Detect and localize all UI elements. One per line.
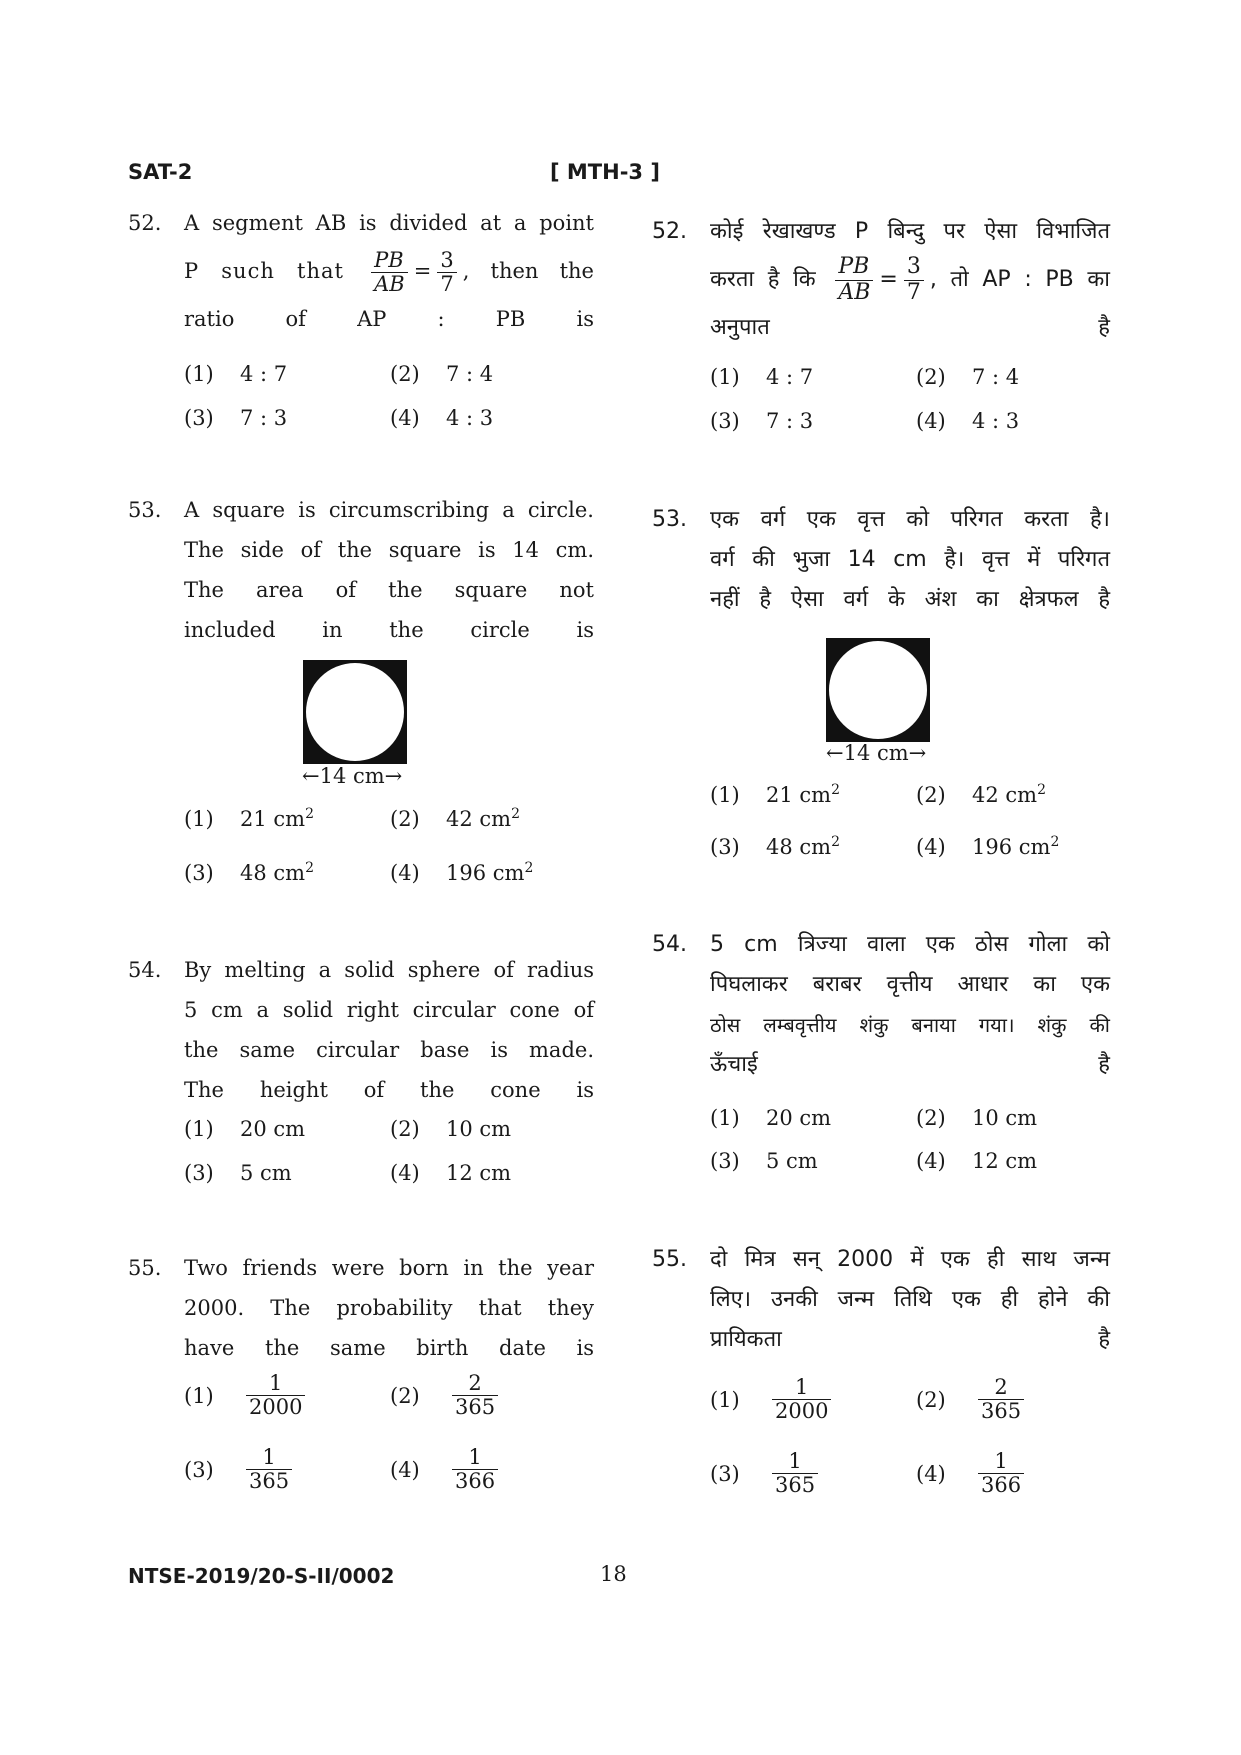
figure-side-label: ←14 cm→ bbox=[302, 764, 403, 788]
option-1[interactable]: (1) 21 $cm^2$ bbox=[710, 782, 840, 807]
option-2[interactable]: (2) 42 $cm^2$ bbox=[390, 806, 520, 831]
option-3[interactable]: (3) 7 : 3 bbox=[710, 409, 814, 433]
question-number: 55. bbox=[652, 1247, 687, 1272]
option-4[interactable]: (4) 4 : 3 bbox=[916, 409, 1020, 433]
question-54-en bbox=[128, 950, 594, 1120]
fraction: $\frac{1}{366}$ bbox=[978, 1450, 1024, 1497]
question-line: ठोस लम्बवृत्तीय शंकु बनाया गया। शंकु की bbox=[710, 1013, 1110, 1037]
question-line: कोई रेखाखण्ड P बिन्दु पर ऐसा विभाजित bbox=[710, 219, 1110, 244]
question-line: P such that $\frac{PB}{AB}$ = $\frac{3}{7}$ , then the bbox=[184, 247, 594, 296]
question-number: 55. bbox=[128, 1256, 162, 1280]
fraction: $\frac{1}{365}$ bbox=[772, 1450, 818, 1497]
question-text bbox=[184, 490, 594, 650]
option-1[interactable]: (1) $\frac{1}{2000}$ bbox=[710, 1376, 837, 1423]
question-line: The height of the cone is bbox=[184, 1078, 594, 1102]
question-line: included in the circle is bbox=[184, 618, 594, 642]
option-2[interactable]: (2) 7 : 4 bbox=[390, 362, 494, 386]
option-1[interactable]: (1) $\frac{1}{2000}$ bbox=[184, 1372, 311, 1419]
option-4[interactable]: (4) $\frac{1}{366}$ bbox=[390, 1446, 504, 1493]
question-number: 52. bbox=[128, 211, 162, 235]
option-1[interactable]: (1) 4 : 7 bbox=[184, 362, 288, 386]
question-55-hi bbox=[652, 1240, 1112, 1370]
fraction: $\frac{1}{365}$ bbox=[246, 1446, 292, 1493]
question-text bbox=[184, 203, 594, 339]
option-4[interactable]: (4) 12 cm bbox=[916, 1149, 1038, 1173]
question-text bbox=[710, 925, 1110, 1085]
question-line: The area of the square not bbox=[184, 578, 594, 602]
question-line: अनुपात है bbox=[710, 315, 1110, 340]
question-line: नहीं है ऐसा वर्ग के अंश का क्षेत्रफल है bbox=[710, 587, 1110, 612]
option-4[interactable]: (4) 4 : 3 bbox=[390, 406, 494, 430]
option-4[interactable]: (4) $\frac{1}{366}$ bbox=[916, 1450, 1030, 1497]
question-line: A segment AB is divided at a point bbox=[184, 211, 594, 235]
question-54-hi bbox=[652, 925, 1112, 1095]
option-3[interactable]: (3) 5 cm bbox=[184, 1161, 292, 1185]
fraction-3-7: $\frac{3}{7}$ bbox=[437, 249, 456, 296]
option-3[interactable]: (3) 5 cm bbox=[710, 1149, 818, 1173]
fraction-3-7: $\frac{3}{7}$ bbox=[904, 255, 924, 304]
question-line: Two friends were born in the year bbox=[184, 1256, 594, 1280]
square-circle-figure bbox=[303, 660, 407, 764]
page-number: 18 bbox=[600, 1562, 627, 1586]
question-line: The side of the square is 14 cm. bbox=[184, 538, 594, 562]
question-line: दो मित्र सन् 2000 में एक ही साथ जन्म bbox=[710, 1247, 1110, 1272]
question-line: लिए। उनकी जन्म तिथि एक ही होने की bbox=[710, 1287, 1110, 1312]
question-number: 54. bbox=[652, 932, 687, 957]
question-line: have the same birth date is bbox=[184, 1336, 594, 1360]
header-left: SAT-2 bbox=[128, 160, 193, 184]
question-text bbox=[710, 500, 1110, 620]
option-1[interactable]: (1) 21 $cm^2$ bbox=[184, 806, 314, 831]
question-line: A square is circumscribing a circle. bbox=[184, 498, 594, 522]
question-number: 53. bbox=[652, 507, 687, 532]
fraction: $\frac{2}{365}$ bbox=[978, 1376, 1024, 1423]
option-1[interactable]: (1) 20 cm bbox=[710, 1106, 832, 1130]
question-text bbox=[710, 1240, 1110, 1360]
option-2[interactable]: (2) 7 : 4 bbox=[916, 365, 1020, 389]
question-line: करता है कि $\frac{PB}{AB}$ = $\frac{3}{7}$ , तो AP : PB का bbox=[710, 254, 1110, 305]
question-line: 2000. The probability that they bbox=[184, 1296, 594, 1320]
option-3[interactable]: (3) 48 $cm^2$ bbox=[184, 860, 314, 885]
question-line: the same circular base is made. bbox=[184, 1038, 594, 1062]
question-number: 52. bbox=[652, 219, 687, 244]
question-line: प्रायिकता है bbox=[710, 1327, 1110, 1352]
question-line: पिघलाकर बराबर वृत्तीय आधार का एक bbox=[710, 972, 1110, 997]
question-line: 5 cm a solid right circular cone of bbox=[184, 998, 594, 1022]
option-3[interactable]: (3) $\frac{1}{365}$ bbox=[184, 1446, 298, 1493]
question-text bbox=[184, 1248, 594, 1368]
question-53-hi bbox=[652, 500, 1112, 630]
option-2[interactable]: (2) 10 cm bbox=[916, 1106, 1038, 1130]
option-1[interactable]: (1) 20 cm bbox=[184, 1117, 306, 1141]
fraction: $\frac{2}{365}$ bbox=[452, 1372, 498, 1419]
option-2[interactable]: (2) $\frac{2}{365}$ bbox=[390, 1372, 504, 1419]
fraction: $\frac{1}{366}$ bbox=[452, 1446, 498, 1493]
option-3[interactable]: (3) $\frac{1}{365}$ bbox=[710, 1450, 824, 1497]
question-line: ऊँचाई है bbox=[710, 1052, 1110, 1077]
fraction-pb-ab: $\frac{PB}{AB}$ bbox=[835, 255, 873, 304]
footer-code: NTSE-2019/20-S-II/0002 bbox=[128, 1564, 395, 1588]
question-line: ratio of AP : PB is bbox=[184, 307, 594, 331]
option-3[interactable]: (3) 48 $cm^2$ bbox=[710, 834, 840, 859]
option-1[interactable]: (1) 4 : 7 bbox=[710, 365, 814, 389]
question-line: एक वर्ग एक वृत्त को परिगत करता है। bbox=[710, 507, 1110, 532]
question-number: 54. bbox=[128, 958, 162, 982]
question-line: By melting a solid sphere of radius bbox=[184, 958, 594, 982]
figure-side-label: ←14 cm→ bbox=[826, 741, 927, 765]
option-4[interactable]: (4) 196 $cm^2$ bbox=[390, 860, 534, 885]
fraction: $\frac{1}{2000}$ bbox=[772, 1376, 831, 1423]
fraction-pb-ab: $\frac{PB}{AB}$ bbox=[371, 249, 408, 296]
question-text bbox=[184, 950, 594, 1110]
header-center: [ MTH-3 ] bbox=[550, 160, 660, 184]
question-55-en bbox=[128, 1248, 594, 1378]
option-4[interactable]: (4) 196 $cm^2$ bbox=[916, 834, 1060, 859]
question-number: 53. bbox=[128, 498, 162, 522]
option-3[interactable]: (3) 7 : 3 bbox=[184, 406, 288, 430]
option-4[interactable]: (4) 12 cm bbox=[390, 1161, 512, 1185]
question-line: 5 cm त्रिज्या वाला एक ठोस गोला को bbox=[710, 932, 1110, 957]
question-line: वर्ग की भुजा 14 cm है। वृत्त में परिगत bbox=[710, 547, 1110, 572]
option-2[interactable]: (2) $\frac{2}{365}$ bbox=[916, 1376, 1030, 1423]
option-2[interactable]: (2) 10 cm bbox=[390, 1117, 512, 1141]
fraction: $\frac{1}{2000}$ bbox=[246, 1372, 305, 1419]
option-2[interactable]: (2) 42 $cm^2$ bbox=[916, 782, 1046, 807]
square-circle-figure bbox=[826, 638, 930, 742]
question-53-en bbox=[128, 490, 594, 660]
question-text bbox=[710, 212, 1110, 348]
